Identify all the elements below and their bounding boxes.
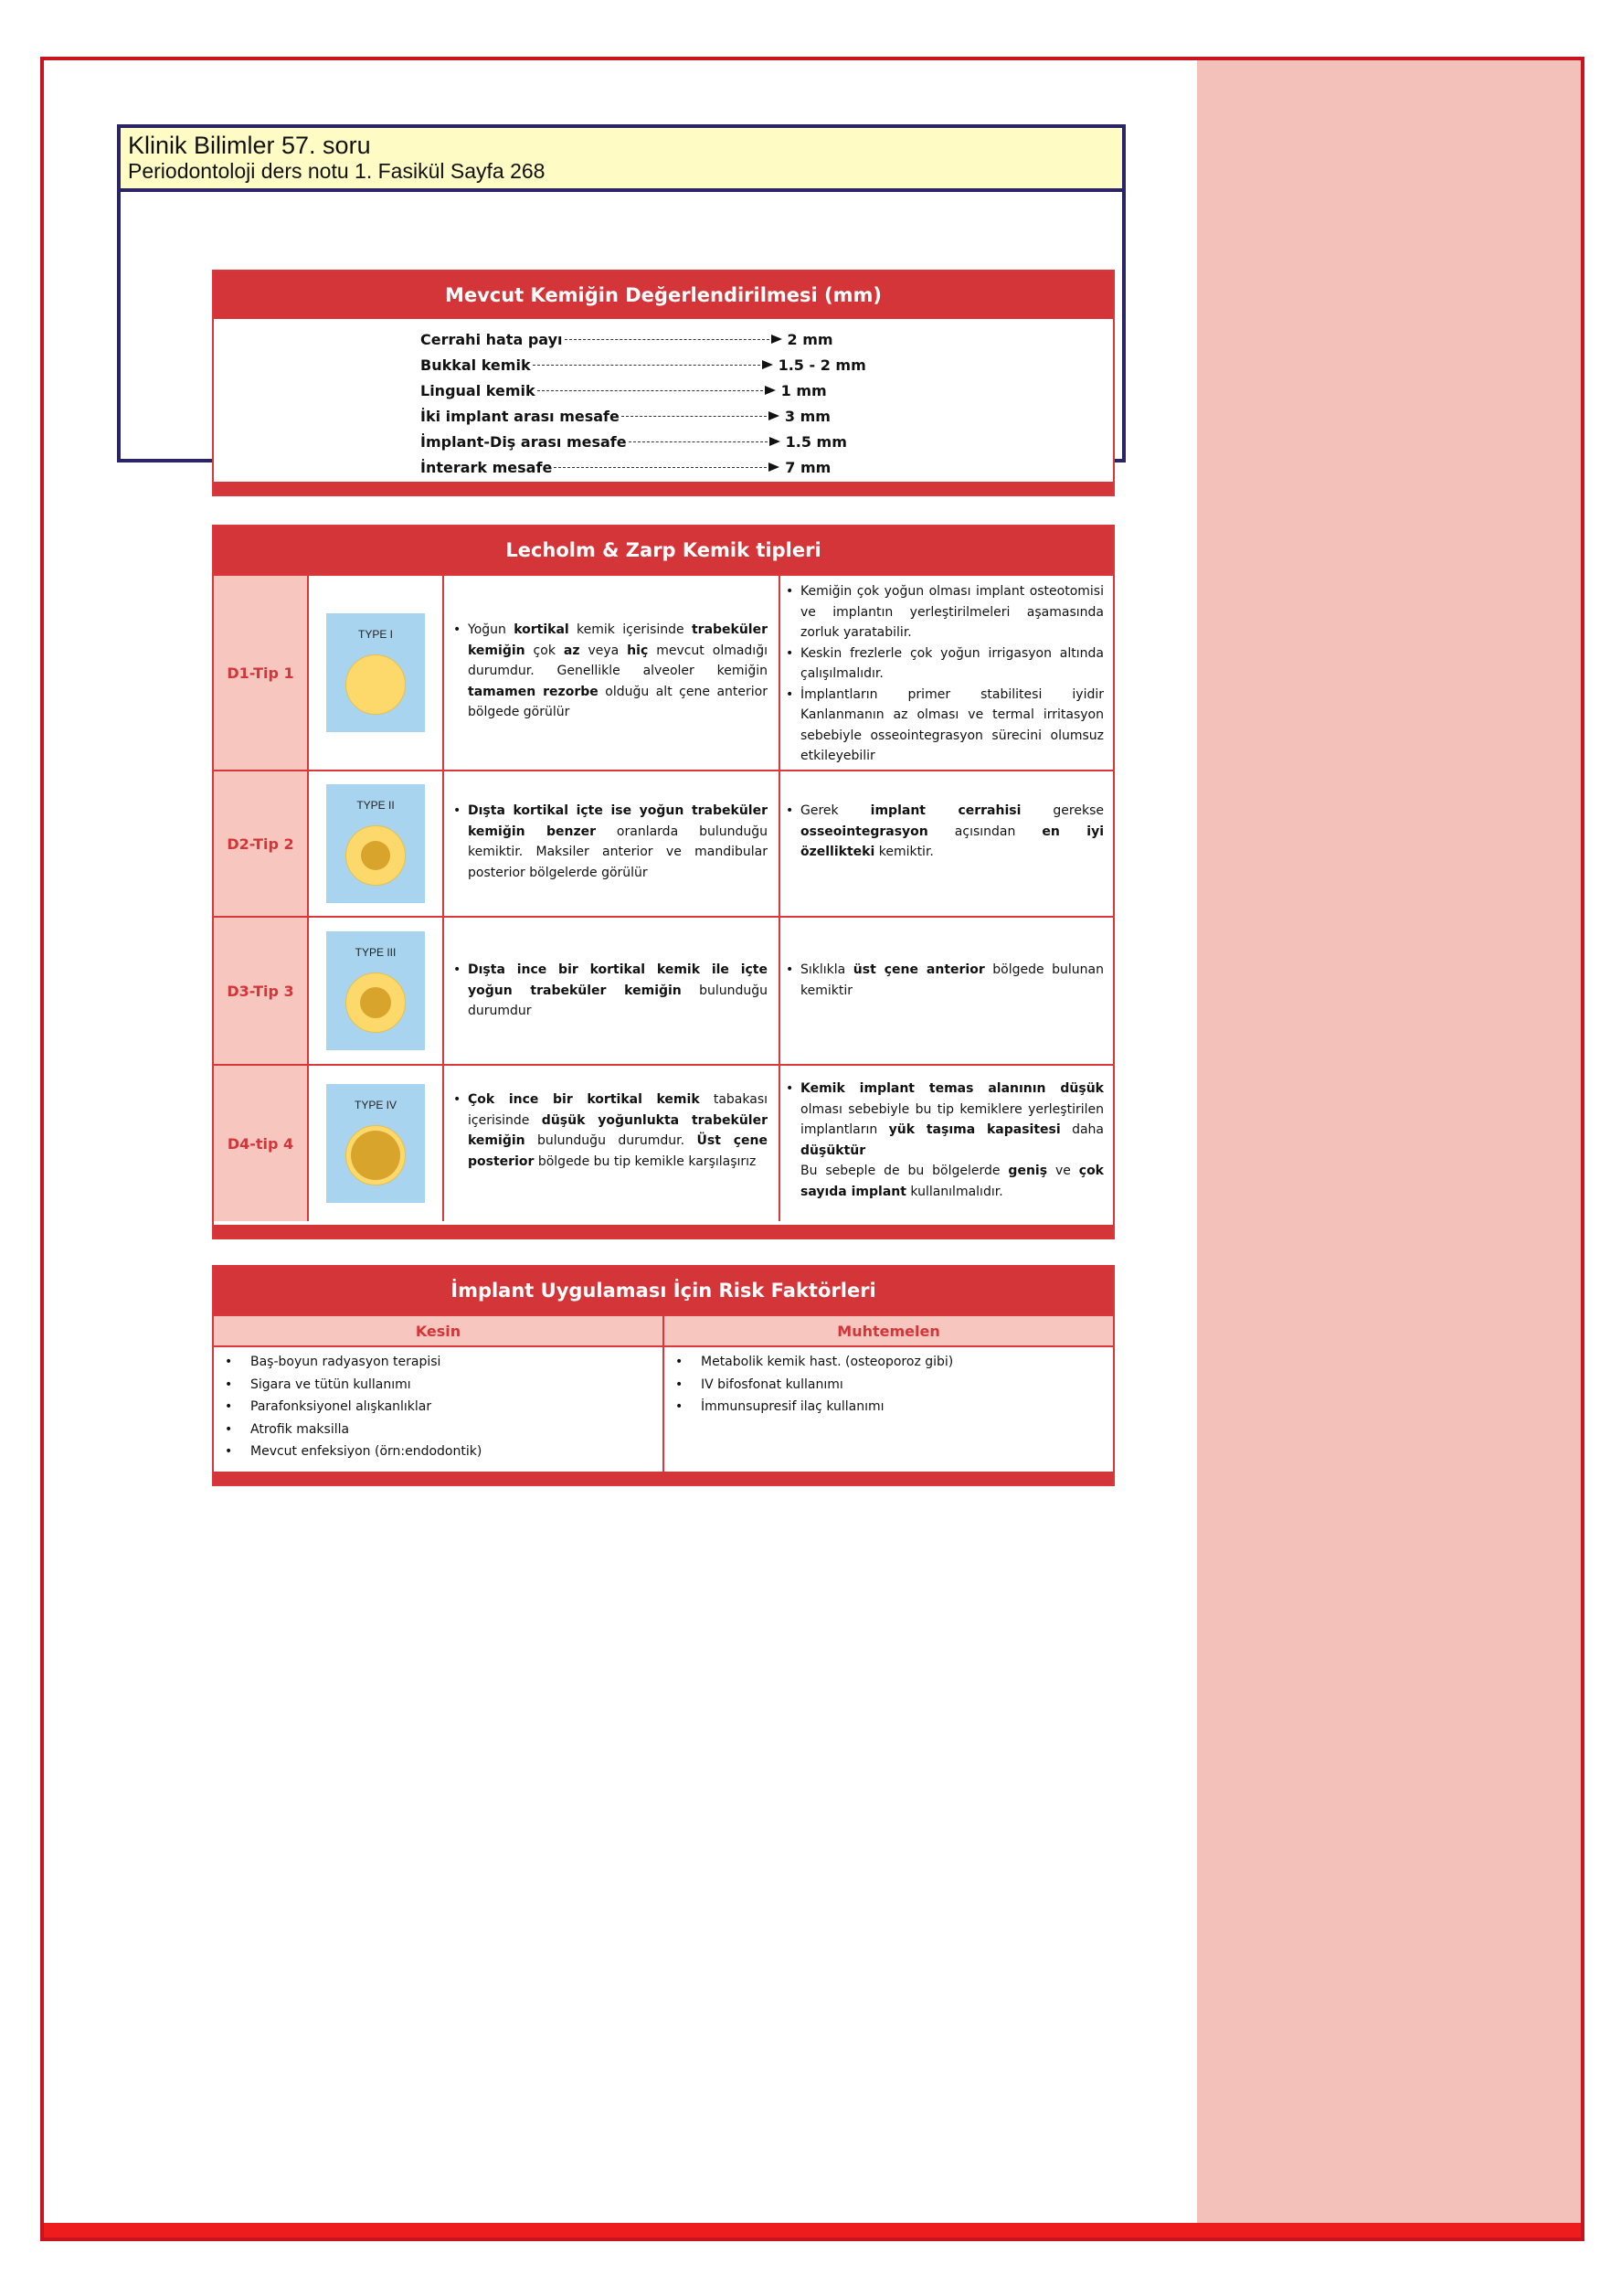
arrow-right-icon [771, 335, 782, 344]
bone-type-description: • Çok ince bir kortikal kemik tabakası içerisinde düşük yoğunlukta trabeküler kemiğin bulunduğu durumdur. Üst çene posterior bölgede bu tip kemikle karşılaşırız [444, 1066, 780, 1221]
note-item: • Keskin frezlerle çok yoğun irrigasyon altında çalışılmalıdır. [800, 643, 1104, 685]
arrow-right-icon [765, 386, 776, 395]
bone-type-label: D4-tip 4 [214, 1066, 309, 1221]
note-item: • İmplantların primer stabilitesi iyidir Kanlanmanın az olması ve termal irritasyon sebebiyle osseointegrasyon sürecini olumsuz etkileyebilir [800, 685, 1104, 767]
risk-factors-title: İmplant Uygulaması İçin Risk Faktörleri [214, 1267, 1113, 1314]
bone-type-row-d2 [214, 770, 1113, 916]
eval-row [420, 326, 866, 352]
risk-body [214, 1347, 1113, 1475]
eval-label: Lingual kemik [420, 381, 535, 399]
dashed-leader [621, 416, 767, 417]
bone-type-illustration [326, 613, 425, 732]
eval-value: 1.5 mm [785, 432, 847, 451]
trabecular-core-icon [351, 1131, 400, 1180]
bone-type-image-label: TYPE II [356, 799, 395, 812]
eval-row [420, 429, 866, 454]
trabecular-core-icon [360, 987, 391, 1018]
bone-type-description: • Dışta kortikal içte ise yoğun trabeküler kemiğin benzer oranlarda bulunduğu kemiktir. Maksiler anterior ve mandibular posterior bölgelerde görülür [444, 771, 780, 916]
bone-type-row-d4 [214, 1064, 1113, 1221]
eval-row [420, 454, 866, 480]
bone-type-image-cell [309, 576, 444, 770]
bone-type-illustration [326, 1084, 425, 1203]
risk-list-definite [214, 1347, 662, 1475]
bone-evaluation-title: Mevcut Kemiğin Değerlendirilmesi (mm) [214, 271, 1113, 319]
list-item: • Atrofik maksilla [250, 1419, 662, 1441]
dashed-leader [537, 390, 763, 391]
list-item: • Parafonksiyonel alışkanlıklar [250, 1396, 662, 1419]
bone-evaluation-list [420, 326, 866, 480]
risk-column-headers [214, 1314, 1113, 1347]
list-item: • İmmunsupresif ilaç kullanımı [701, 1396, 1113, 1419]
list-item: • Mevcut enfeksiyon (örn:endodontik) [250, 1440, 662, 1463]
side-panel [1197, 60, 1581, 2238]
bone-type-image-cell [309, 918, 444, 1064]
eval-row [420, 352, 866, 377]
bone-evaluation-panel [212, 270, 1115, 496]
eval-label: İmplant-Diş arası mesafe [420, 432, 627, 451]
eval-value: 2 mm [787, 330, 833, 348]
bone-type-row-d1 [214, 574, 1113, 770]
bone-type-notes: • Sıklıkla üst çene anterior bölgede bulunan kemiktir [780, 918, 1113, 1064]
eval-label: İki implant arası mesafe [420, 407, 620, 425]
header-strip [121, 128, 1122, 192]
header-subtitle: Periodontoloji ders notu 1. Fasikül Sayfa 268 [128, 159, 546, 183]
note-item: • Kemiğin çok yoğun olması implant osteotomisi ve implantın yerleştirilmeleri aşamasında zorluk yaratabilir. [800, 581, 1104, 643]
bone-type-label: D3-Tip 3 [214, 918, 309, 1064]
panel-footer-bar [214, 482, 1113, 494]
bone-type-notes: • Gerek implant cerrahisi gerekse osseointegrasyon açısından en iyi özellikteki kemiktir. [780, 771, 1113, 916]
arrow-right-icon [769, 437, 780, 446]
risk-column-definite: Kesin [415, 1323, 461, 1340]
arrow-right-icon [762, 360, 773, 369]
eval-label: Cerrahi hata payı [420, 330, 563, 348]
list-item: • IV bifosfonat kullanımı [701, 1374, 1113, 1397]
bone-type-illustration [326, 784, 425, 903]
bone-type-label: D2-Tip 2 [214, 771, 309, 916]
eval-value: 7 mm [785, 458, 832, 476]
bone-type-illustration [326, 931, 425, 1050]
arrow-right-icon [768, 462, 779, 472]
eval-row [420, 377, 866, 403]
eval-label: İnterark mesafe [420, 458, 553, 476]
eval-row [420, 403, 866, 429]
list-item: • Metabolik kemik hast. (osteoporoz gibi) [701, 1351, 1113, 1374]
header-title: Klinik Bilimler 57. soru [128, 132, 371, 159]
cortical-bone-icon [345, 825, 406, 886]
bone-type-description: • Yoğun kortikal kemik içerisinde trabeküler kemiğin çok az veya hiç mevcut olmadığı durumdur. Genellikle alveoler kemiğin tamamen rezorbe olduğu alt çene anterior bölgede görülür [444, 576, 780, 770]
bone-type-image-cell [309, 771, 444, 916]
panel-footer-bar [214, 1225, 1113, 1238]
page-frame [40, 57, 1584, 2241]
bone-type-image-label: TYPE IV [354, 1099, 397, 1111]
bone-type-notes [780, 576, 1113, 770]
eval-value: 1.5 - 2 mm [778, 356, 866, 374]
risk-list-probable [662, 1347, 1113, 1475]
eval-value: 3 mm [784, 407, 831, 425]
cortical-bone-icon [345, 654, 406, 715]
dashed-leader [629, 441, 768, 442]
dashed-leader [554, 467, 767, 468]
list-item: • Baş-boyun radyasyon terapisi [250, 1351, 662, 1374]
panel-footer-bar [214, 1472, 1113, 1484]
bone-type-description: • Dışta ince bir kortikal kemik ile içte yoğun trabeküler kemiğin bulunduğu durumdur [444, 918, 780, 1064]
cortical-bone-icon [345, 973, 406, 1033]
bone-type-notes: • Kemik implant temas alanının düşük olması sebebiyle bu tip kemiklere yerleştirilen implantların yük taşıma kapasitesi daha düşüktür Bu sebeple de bu bölgelerde geniş ve çok sayıda implant kullanılmalıdır. [780, 1066, 1113, 1221]
dashed-leader [565, 339, 769, 340]
eval-label: Bukkal kemik [420, 356, 531, 374]
bone-type-image-cell [309, 1066, 444, 1221]
bone-type-image-label: TYPE III [355, 946, 397, 959]
risk-column-probable: Muhtemelen [662, 1316, 1113, 1345]
trabecular-core-icon [361, 841, 390, 870]
bone-type-label: D1-Tip 1 [214, 576, 309, 770]
bone-type-row-d3 [214, 916, 1113, 1064]
dashed-leader [533, 365, 760, 366]
cortical-bone-icon [345, 1125, 406, 1185]
eval-value: 1 mm [780, 381, 827, 399]
arrow-right-icon [768, 411, 779, 420]
list-item: • Sigara ve tütün kullanımı [250, 1374, 662, 1397]
bottom-bar [44, 2223, 1581, 2238]
bone-type-image-label: TYPE I [357, 628, 393, 641]
bone-types-title: Lecholm & Zarp Kemik tipleri [214, 526, 1113, 574]
risk-factors-panel [212, 1265, 1115, 1486]
bone-types-panel [212, 525, 1115, 1239]
